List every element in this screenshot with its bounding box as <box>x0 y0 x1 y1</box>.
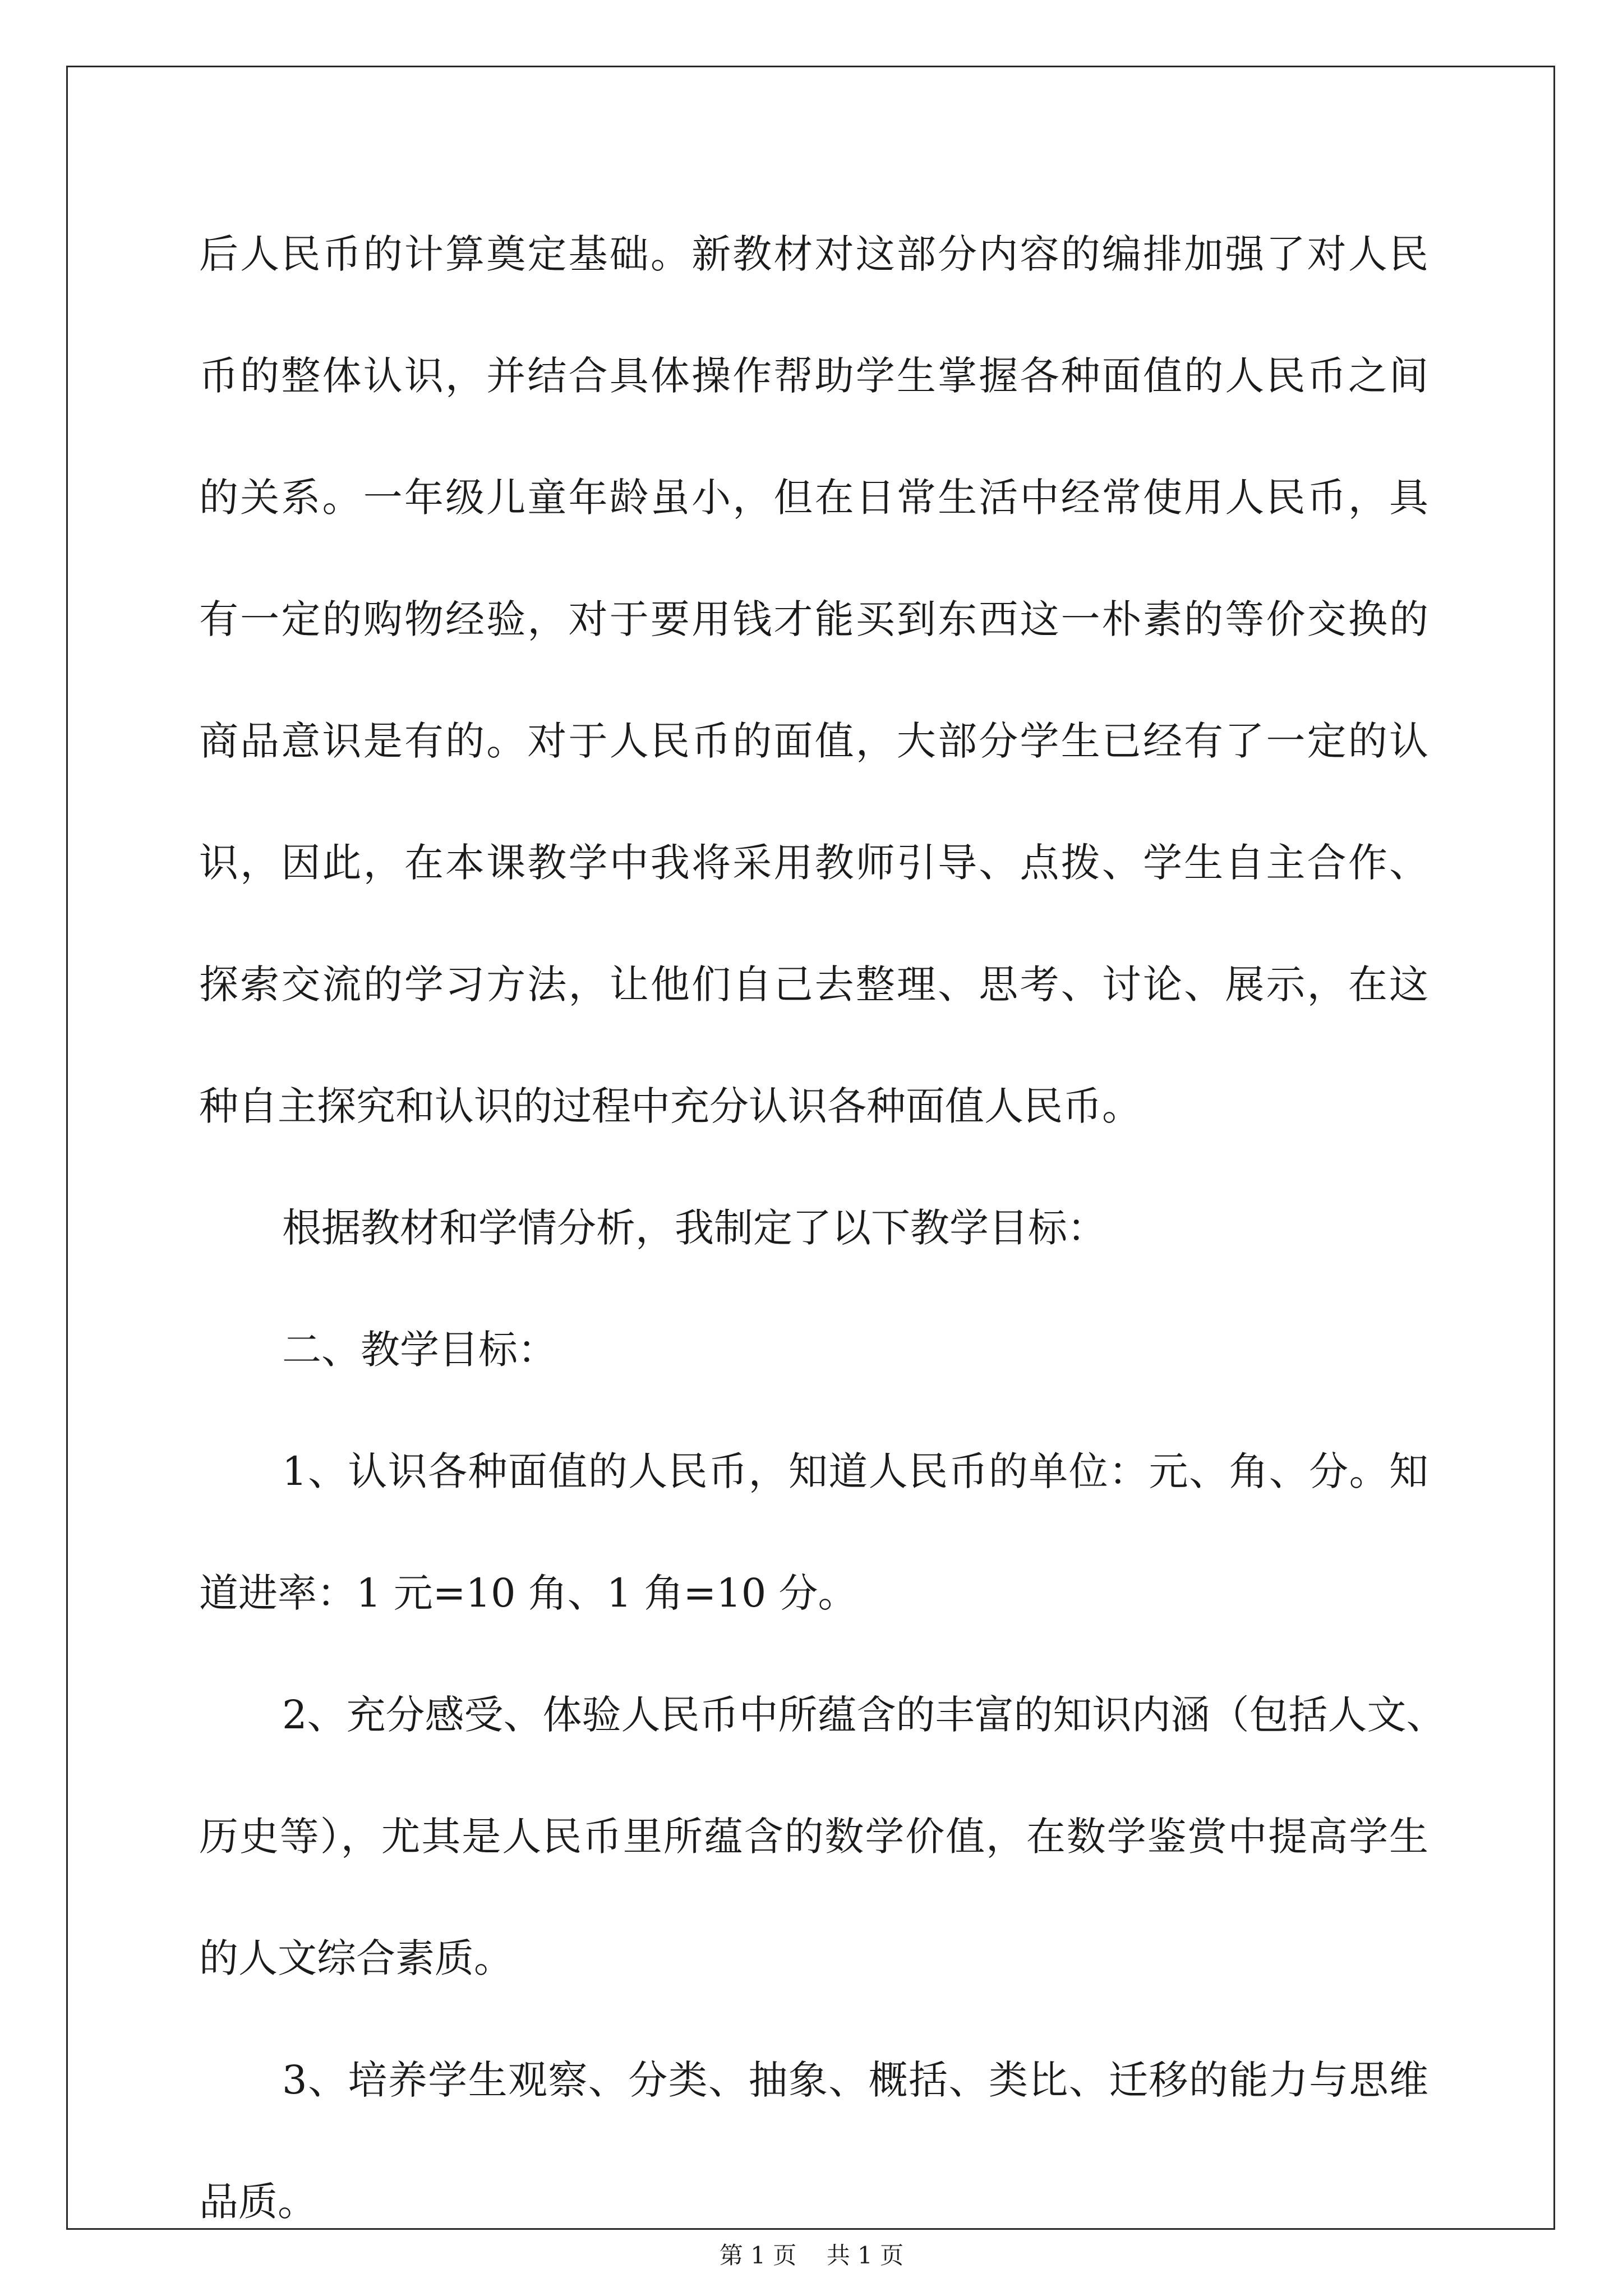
text-line: 识，因此，在本课教学中我将采用教师引导、点拨、学生自主合作、 <box>199 840 1428 886</box>
objective-line: 历史等），尤其是人民币里所蕴含的数学价值，在数学鉴赏中提高学生 <box>199 1814 1428 1860</box>
objective-line: 2、充分感受、体验人民币中所蕴含的丰富的知识内涵（包括人文、 <box>282 1692 1446 1738</box>
text-line: 种自主探究和认识的过程中充分认识各种面值人民币。 <box>199 1083 1141 1129</box>
text-line: 后人民币的计算奠定基础。新教材对这部分内容的编排加强了对人民 <box>199 231 1428 277</box>
objective-line: 品质。 <box>199 2179 317 2225</box>
text-line: 商品意识是有的。对于人民币的面值，大部分学生已经有了一定的认 <box>199 718 1428 764</box>
section-heading: 二、教学目标： <box>282 1327 557 1373</box>
objective-line: 1、认识各种面值的人民币，知道人民币的单位：元、角、分。知 <box>282 1448 1428 1494</box>
text-line: 根据教材和学情分析，我制定了以下教学目标： <box>282 1205 1106 1251</box>
objective-line: 道进率：1 元=10 角、1 角=10 分。 <box>199 1570 857 1616</box>
objective-line: 3、培养学生观察、分类、抽象、概括、类比、迁移的能力与思维 <box>282 2057 1428 2103</box>
objective-line: 的人文综合素质。 <box>199 1935 513 1981</box>
page-footer: 第 1 页 共 1 页 <box>719 2242 904 2269</box>
text-line: 探索交流的学习方法，让他们自己去整理、思考、讨论、展示，在这 <box>199 961 1428 1007</box>
text-line: 有一定的购物经验，对于要用钱才能买到东西这一朴素的等价交换的 <box>199 596 1428 642</box>
text-line: 的关系。一年级儿童年龄虽小，但在日常生活中经常使用人民币，具 <box>199 475 1428 521</box>
text-line: 币的整体认识，并结合具体操作帮助学生掌握各种面值的人民币之间 <box>199 353 1428 399</box>
document-body <box>199 194 1446 2263</box>
